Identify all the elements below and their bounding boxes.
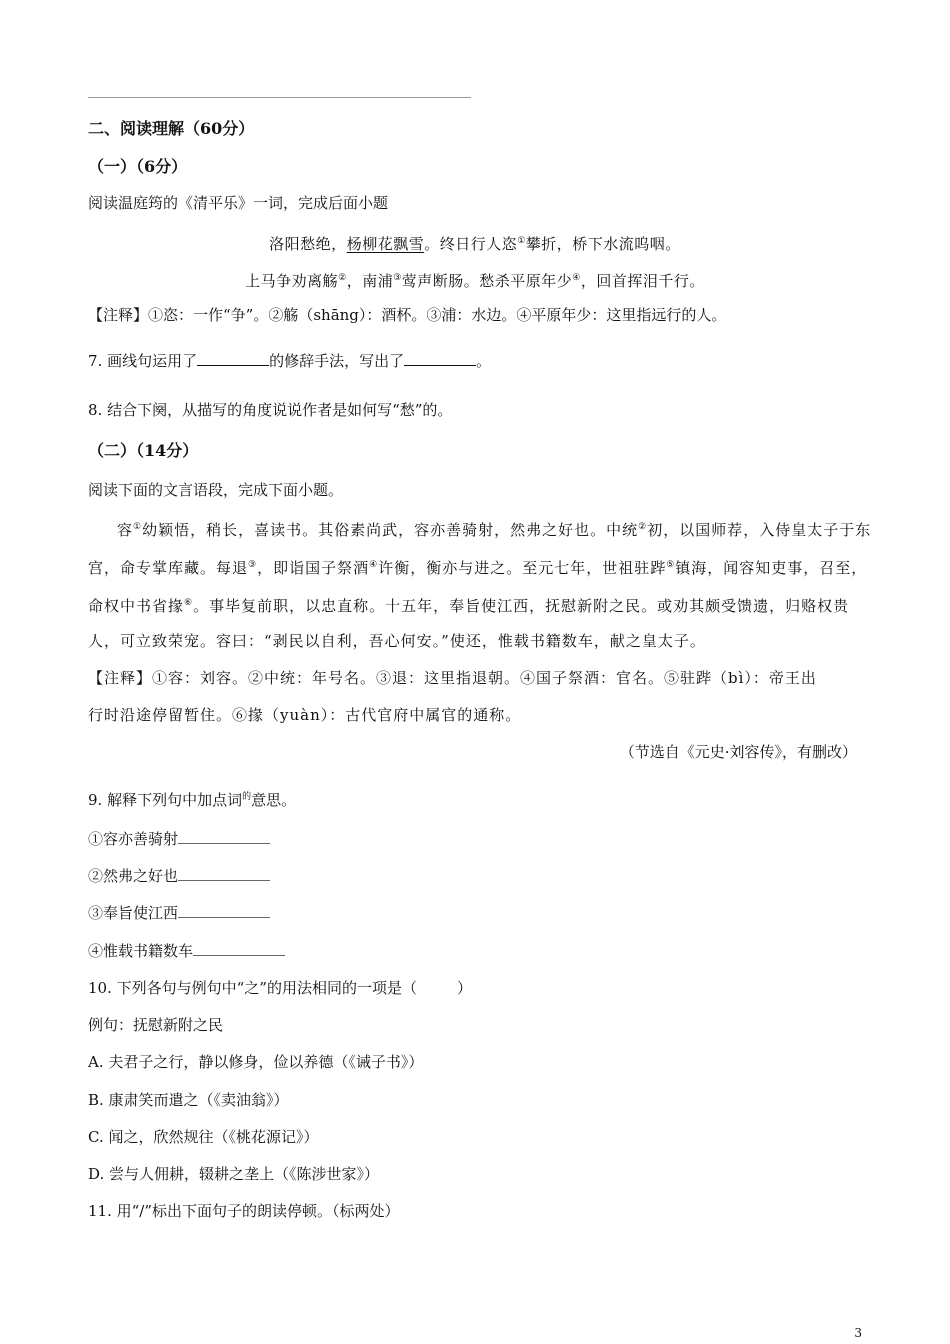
page-number: 3 (854, 1326, 862, 1340)
footnote-mark: ② (338, 273, 347, 283)
answer-blank[interactable] (197, 351, 269, 366)
part2-note-line-1: 【注释】①容：刘容。②中统：年号名。③退：这里指退朝。④国子祭酒：官名。⑤驻跸（bì）：帝王出 (88, 669, 817, 687)
footnote-mark: ② (638, 522, 648, 532)
passage-line-3 (88, 593, 849, 616)
passage-text: 容 (117, 521, 134, 539)
part1-heading: （一）（6分） (88, 157, 188, 176)
poem-line-2 (0, 268, 950, 291)
q7-text: 。 (476, 352, 492, 370)
question-8: 8. 结合下阕，从描写的角度说说作者是如何写“愁”的。 (88, 401, 453, 419)
q7-text: 的修辞手法，写出了 (269, 352, 405, 370)
q10-option-b[interactable]: B. 康肃笑而遣之（《卖油翁》） (88, 1091, 289, 1109)
q9-item-text: ①容亦善骑射 (88, 830, 179, 848)
passage-line-1 (117, 517, 871, 540)
poem-text: ，南浦 (346, 272, 394, 290)
footnote-mark: ① (517, 236, 526, 246)
passage-text: 。事毕复前职，以忠直称。十五年，奉旨使江西，抚慰新附之民。或劝其颇受馈遗，归赂权贵 (193, 597, 850, 615)
q10-option-a[interactable]: A. 夫君子之行，静以修身，俭以养德（《诫子书》） (88, 1053, 424, 1071)
passage-line-2 (88, 555, 867, 578)
q9-text: 的 (242, 792, 252, 802)
q9-item (88, 829, 270, 849)
header-rule (88, 97, 471, 98)
underlined-sentence: 杨柳花飘雪 (346, 235, 425, 253)
q10-text: ） (456, 979, 472, 997)
part2-note-line-2: 行时沿途停留暂住。⑥掾（yuàn）：古代官府中属官的通称。 (88, 706, 522, 724)
footnote-mark: ③ (393, 273, 402, 283)
footnote-mark: ④ (369, 560, 379, 570)
q9-item-text: ③奉旨使江西 (88, 904, 179, 922)
passage-text: 宫，命专掌库藏。每退 (88, 559, 249, 577)
poem-text: 洛阳愁绝， (269, 235, 347, 253)
answer-blank[interactable] (404, 351, 476, 366)
answer-blank[interactable] (178, 829, 270, 844)
passage-text: 初，以国师荐，入侍皇太子于东 (647, 521, 872, 539)
footnote-mark: ⑤ (666, 560, 676, 570)
q9-item (88, 941, 285, 961)
source-citation: （节选自《元史·刘容传》，有删改） (619, 743, 857, 761)
q9-text: 9. 解释下列句中加点词 (88, 791, 243, 809)
answer-blank[interactable] (193, 941, 285, 956)
part2-intro: 阅读下面的文言语段，完成下面小题。 (88, 481, 344, 499)
footnote-mark: ③ (248, 560, 258, 570)
question-7 (88, 351, 491, 371)
q7-text: 7. 画线句运用了 (88, 352, 198, 370)
part1-intro: 阅读温庭筠的《清平乐》一词，完成后面小题 (88, 194, 389, 212)
q9-text: 意思。 (251, 791, 297, 809)
passage-text: 许衡，衡亦与进之。至元七年，世祖驻跸 (378, 559, 667, 577)
poem-text: ，回首挥泪千行。 (580, 272, 705, 290)
section-title: 二、阅读理解（60分） (88, 119, 255, 138)
footnote-mark: ④ (572, 273, 581, 283)
poem-text: 。终日行人恣 (424, 235, 518, 253)
q10-text: 10. 下列各句与例句中“之”的用法相同的一项是（ (88, 979, 417, 997)
answer-blank[interactable] (178, 903, 270, 918)
passage-line-4: 人，可立致荣宠。容曰：“剥民以自利，吾心何安。”使还，惟载书籍数车，献之皇太子。 (88, 632, 706, 650)
q10-option-d[interactable]: D. 尝与人佣耕，辍耕之垄上（《陈涉世家》） (88, 1165, 380, 1183)
poem-line-1 (0, 231, 950, 254)
answer-blank[interactable] (178, 866, 270, 881)
question-11: 11. 用“/”标出下面句子的朗读停顿。（标两处） (88, 1202, 400, 1220)
q9-item-text: ②然弗之好也 (88, 867, 179, 885)
q10-example: 例句：抚慰新附之民 (88, 1016, 224, 1034)
passage-text: 幼颖悟，稍长，喜读书。其俗素尚武，容亦善骑射，然弗之好也。中统 (142, 521, 639, 539)
poem-text: 莺声断肠。愁杀平原年少 (401, 272, 573, 290)
q10-option-c[interactable]: C. 闻之，欣然规往（《桃花源记》） (88, 1128, 319, 1146)
question-9-title (88, 787, 296, 810)
part2-heading: （二）（14分） (88, 441, 199, 460)
q9-item (88, 866, 270, 886)
footnote-mark: ① (133, 522, 143, 532)
passage-text: 命权中书省掾 (88, 597, 185, 615)
question-10-title (88, 978, 472, 998)
part1-note: 【注释】①恣：一作“争”。②觞（shāng）：酒杯。③浦：水边。④平原年少：这里指远行的人。 (88, 306, 727, 324)
q9-item-text: ④惟载书籍数车 (88, 942, 194, 960)
footnote-mark: ⑥ (184, 598, 194, 608)
passage-text: 镇海，闻容知吏事，召至， (675, 559, 868, 577)
poem-text: 上马争劝离觞 (245, 272, 339, 290)
poem-text: 攀折，桥下水流呜咽。 (525, 235, 681, 253)
passage-text: ，即诣国子祭酒 (257, 559, 370, 577)
q9-item (88, 903, 270, 923)
